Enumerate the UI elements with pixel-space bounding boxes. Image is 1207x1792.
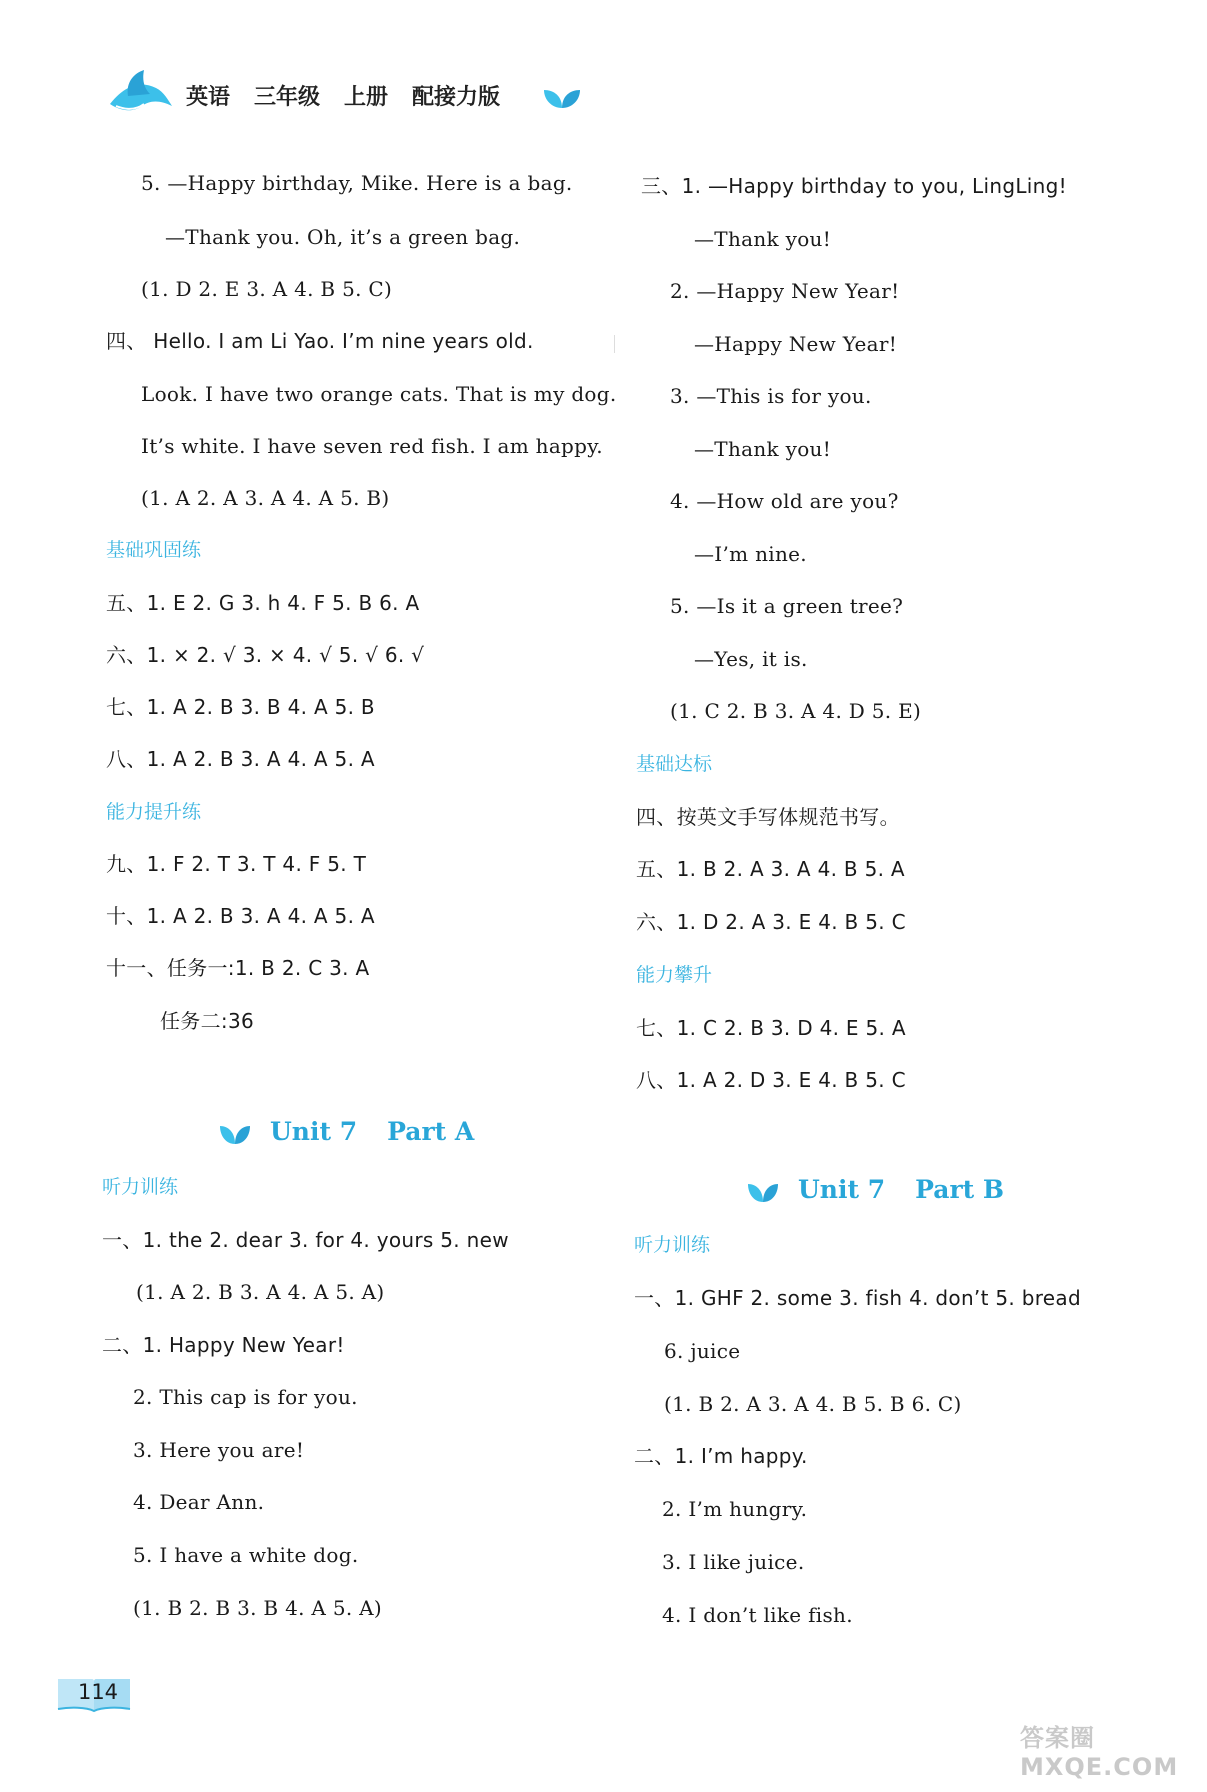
section-heading: 基础巩固练 (106, 539, 202, 561)
answer-line: 一、1. the 2. dear 3. for 4. yours 5. new (102, 1228, 509, 1252)
header-title (186, 80, 524, 111)
header-grade: 三年级 (254, 85, 321, 110)
answer-line: 2. I’m hungry. (662, 1497, 808, 1521)
answer-line: 六、1. D 2. A 3. E 4. B 5. C (636, 910, 906, 934)
watermark-logo: 答案圈 MXQE.COM (1020, 1724, 1179, 1781)
unit-name: Unit 7 (798, 1175, 886, 1204)
answer-key: (1. A 2. B 3. A 4. A 5. A) (136, 1280, 385, 1304)
answer-line: 5. —Happy birthday, Mike. Here is a bag. (141, 171, 573, 195)
section-heading: 听力训练 (634, 1234, 711, 1256)
section-heading: 听力训练 (102, 1176, 179, 1198)
unit-part: Part B (915, 1175, 1005, 1204)
leaf-icon (218, 1122, 252, 1146)
answer-line: 九、1. F 2. T 3. T 4. F 5. T (106, 852, 367, 876)
answer-line: 四、 Hello. I am Li Yao. I’m nine years old. (106, 329, 534, 353)
answer-line: 五、1. B 2. A 3. A 4. B 5. A (636, 857, 905, 881)
answer-line: Look. I have two orange cats. That is my dog. (141, 382, 617, 406)
answer-line: 三、1. —Happy birthday to you, LingLing! (641, 174, 1067, 198)
answer-key: (1. B 2. B 3. B 4. A 5. A) (133, 1596, 383, 1620)
answer-line: 4. Dear Ann. (133, 1490, 265, 1514)
answer-line: 3. Here you are! (133, 1438, 305, 1462)
bird-logo-icon (106, 66, 176, 118)
column-divider (614, 335, 615, 353)
unit-title (218, 1117, 474, 1147)
answer-line: 4. I don’t like fish. (662, 1603, 853, 1627)
answer-line: 4. —How old are you? (670, 489, 899, 513)
answer-line: 任务二:36 (160, 1009, 254, 1033)
answer-line: 二、1. I’m happy. (634, 1444, 808, 1468)
answer-line: 八、1. A 2. D 3. E 4. B 5. C (636, 1068, 906, 1092)
answer-line: 3. I like juice. (662, 1550, 805, 1574)
answer-line: 八、1. A 2. B 3. A 4. A 5. A (106, 747, 375, 771)
answer-line: 6. juice (664, 1339, 741, 1363)
page-number: 114 (77, 1680, 119, 1704)
answer-line: —Thank you. Oh, it’s a green bag. (165, 225, 521, 249)
answer-line: —Thank you! (694, 227, 832, 251)
header-subject: 英语 (186, 85, 231, 110)
section-heading: 能力攀升 (636, 964, 713, 986)
answer-line: 2. This cap is for you. (133, 1385, 358, 1409)
answer-line: 5. —Is it a green tree? (670, 594, 904, 618)
answer-line: 七、1. C 2. B 3. D 4. E 5. A (636, 1016, 906, 1040)
answer-line: 3. —This is for you. (670, 384, 872, 408)
section-heading: 能力提升练 (106, 801, 202, 823)
answer-line: —Yes, it is. (694, 647, 808, 671)
unit-name: Unit 7 (270, 1117, 358, 1146)
answer-line: —Thank you! (694, 437, 832, 461)
answer-line: 七、1. A 2. B 3. B 4. A 5. B (106, 695, 375, 719)
answer-line: 二、1. Happy New Year! (102, 1333, 345, 1357)
unit-part: Part A (387, 1117, 475, 1146)
answer-line: —Happy New Year! (694, 332, 898, 356)
leaf-icon (746, 1180, 780, 1204)
answer-key: (1. C 2. B 3. A 4. D 5. E) (670, 699, 922, 723)
header-edition: 配接力版 (412, 85, 501, 110)
answer-key: (1. A 2. A 3. A 4. A 5. B) (141, 486, 390, 510)
answer-line: 五、1. E 2. G 3. h 4. F 5. B 6. A (106, 591, 420, 615)
answer-line: 十一、任务一:1. B 2. C 3. A (106, 956, 370, 980)
answer-line: 十、1. A 2. B 3. A 4. A 5. A (106, 904, 375, 928)
unit-title (746, 1175, 1004, 1205)
answer-key: (1. D 2. E 3. A 4. B 5. C) (141, 277, 393, 301)
answer-line: 四、按英文手写体规范书写。 (636, 805, 900, 829)
answer-line: It’s white. I have seven red fish. I am happy. (141, 434, 603, 458)
answer-line: 5. I have a white dog. (133, 1543, 359, 1567)
answer-line: —I’m nine. (694, 542, 807, 566)
section-heading: 基础达标 (636, 753, 713, 775)
header-volume: 上册 (344, 85, 389, 110)
answer-line: 一、1. GHF 2. some 3. fish 4. don’t 5. bread (634, 1286, 1081, 1310)
leaf-icon (542, 86, 582, 110)
answer-line: 2. —Happy New Year! (670, 279, 900, 303)
answer-key: (1. B 2. A 3. A 4. B 5. B 6. C) (664, 1392, 962, 1416)
answer-line: 六、1. × 2. √ 3. × 4. √ 5. √ 6. √ (106, 643, 425, 667)
